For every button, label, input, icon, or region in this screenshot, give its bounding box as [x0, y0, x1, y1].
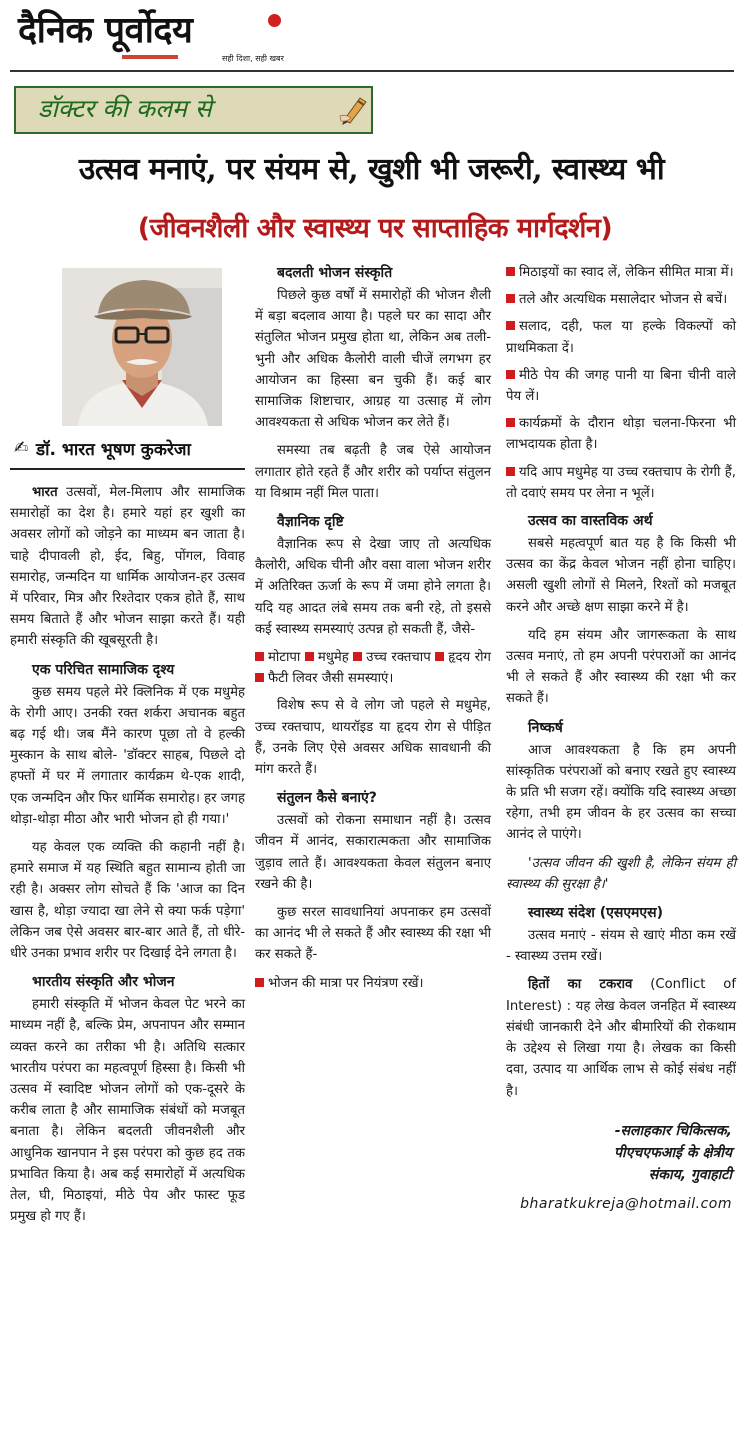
bullet-square [353, 652, 362, 661]
section-heading: वैज्ञानिक दृष्टि [277, 514, 344, 531]
author-byline [10, 434, 245, 462]
tip-item [506, 413, 736, 455]
quote: 'उत्सव जीवन की खुशी है, लेकिन संयम ही स्वास्थ्य की सुरक्षा है।' [506, 855, 736, 892]
bullet-square [506, 467, 515, 476]
signoff-line: -सलाहकार चिकित्सक, [614, 1122, 732, 1139]
tip-text: भोजन की मात्रा पर नियंत्रण रखें। [268, 975, 424, 991]
bullet-square [506, 370, 515, 379]
article-column-2 [255, 262, 491, 1000]
author-email[interactable]: bharatkukreja@hotmail.com [520, 1195, 732, 1212]
tip-text: कार्यक्रमों के दौरान थोड़ा चलना-फिरना भी लाभदायक होता है। [506, 416, 736, 453]
author-name: डॉ. भारत भूषण कुकरेजा [36, 440, 191, 460]
paragraph: कुछ सरल सावधानियां अपनाकर हम उत्सवों का आनंद भी ले सकते हैं और स्वास्थ्य की रक्षा भी कर सकते हैं- [255, 905, 491, 963]
pen-icon [338, 92, 372, 126]
signoff-line: संकाय, गुवाहाटी [648, 1166, 732, 1183]
headline: उत्सव मनाएं, पर संयम से, खुशी भी जरूरी, स्वास्थ्य भी [78, 152, 665, 187]
tip-item [506, 289, 736, 310]
article-column-1 [10, 482, 245, 1235]
tip-text: मिठाइयों का स्वाद लें, लेकिन सीमित मात्रा में। [519, 265, 734, 280]
disease-list [255, 647, 491, 689]
paragraph: सबसे महत्वपूर्ण बात यह है कि किसी भी उत्सव का केंद्र केवल भोजन नहीं होना चाहिए। असली खुशी लोगों से मिलने, रिश्तों को मजबूत करने और अच्छे क्षण साझा करने में है। [506, 536, 736, 615]
tip-text: तले और अत्यधिक मसालेदार भोजन से बचें। [519, 292, 728, 308]
section-heading: निष्कर्ष [528, 719, 563, 736]
author-rule [10, 468, 245, 470]
paragraph: यह केवल एक व्यक्ति की कहानी नहीं है। हमारे समाज में यह स्थिति बहुत सामान्य होती जा रही है। अक्सर लोग सोचते हैं कि 'आज का दिन खास है, थोड़ा ज्यादा खा लेने से क्या फर्क पड़ेगा' लेकिन जब ऐसे अवसर बार-बार आते हैं, तो धीरे-धीरे उनका प्रभाव शरीर पर दिखाई देने लगता है। [10, 840, 245, 962]
column-banner-title: डॉक्टर की कलम से [38, 94, 212, 123]
paragraph: समस्या तब बढ़ती है जब ऐसे आयोजन लगातार होते रहते हैं और शरीर को पर्याप्त संतुलन या विश्राम नहीं मिल पाता। [255, 443, 491, 501]
tip-item [255, 973, 491, 994]
disease-item: फैटी लिवर [268, 671, 318, 687]
column-banner [14, 86, 373, 134]
section-heading: भारतीय संस्कृति और भोजन [32, 974, 175, 991]
tip-text: सलाद, दही, फल या हल्के विकल्पों को प्राथमिकता दें। [506, 319, 736, 356]
masthead-logo-dot [268, 14, 281, 27]
article-column-3 [506, 262, 736, 1215]
section-heading: एक परिचित सामाजिक दृश्य [32, 661, 175, 678]
author-photo [62, 268, 222, 426]
conflict-of-interest [506, 974, 736, 1101]
disease-item: मोटापा [268, 650, 301, 666]
section-heading: उत्सव का वास्तविक अर्थ [528, 513, 653, 530]
section-heading: स्वास्थ्य संदेश (एसएमएस) [528, 905, 664, 922]
masthead-small-bar [122, 55, 178, 59]
signoff-line: पीएचएफआई के क्षेत्रीय [614, 1144, 732, 1161]
paragraph: आज आवश्यकता है कि हम अपनी सांस्कृतिक परंपराओं को बनाए रखते हुए स्वास्थ्य के प्रति भी सजग रहें। क्योंकि यदि स्वास्थ्य अच्छा रहेगा, तभी हम जीवन के हर उत्सव का सच्चा आनंद ले पाएंगे। [506, 742, 736, 843]
tip-text: मीठे पेय की जगह पानी या बिना चीनी वाले पेय लें। [506, 367, 736, 405]
paragraph: विशेष रूप से वे लोग जो पहले से मधुमेह, उच्च रक्तचाप, थायरॉइड या हृदय रोग से पीड़ित हैं, उनके लिए ऐसे अवसर अधिक सावधानी की मांग करते हैं। [255, 698, 491, 778]
masthead-title: दैनिक पूर्वोदय [18, 9, 193, 51]
intro-text: उत्सवों, मेल-मिलाप और सामाजिक समारोहों का देश है। हमारे यहां हर खुशी का अवसर लोगों को जोड़ने का माध्यम बन जाता है। चाहे दीपावली हो, ईद, बिहु, पोंगल, विवाह समारोह, जन्मदिन या धार्मिक आयोजन-हर उत्सव में परिवार, मित्र और रिश्तेदार एकत्र होते हैं, साथ समय बिताते हैं और भोजन साझा करते हैं। यही हमारी संस्कृति की खूबसूरती है। [10, 485, 245, 649]
masthead-rule [10, 70, 734, 72]
disease-item: मधुमेह [317, 650, 349, 666]
bullet-square [506, 267, 515, 276]
bullet-square [506, 418, 515, 427]
paragraph: हमारी संस्कृति में भोजन केवल पेट भरने का माध्यम नहीं है, बल्कि प्रेम, अपनापन और सम्मान व्यक्त करने का तरीका भी है। अतिथि सत्कार भारतीय परंपरा का महत्वपूर्ण हिस्सा है। किसी भी उत्सव में स्वादिष्ट भोजन लोगों को एक-दूसरे के करीब लाता है और सामाजिक संबंधों को मजबूत बनाता है। लेकिन बदलती जीवनशैली और आधुनिक खानपान ने इस परंपरा को कुछ हद तक प्रभावित किया है। अब कई समारोहों में अत्यधिक तेल, घी, मिठाइयां, मीठे पेय और फास्ट फूड प्रमुख हो गए हैं। [10, 997, 245, 1225]
disease-item: हृदय रोग [448, 650, 491, 666]
bullet-square [255, 652, 264, 661]
section-heading: संतुलन कैसे बनाएं? [277, 790, 377, 807]
tip-item [506, 316, 736, 358]
conflict-text: : यह लेख केवल जनहित में स्वास्थ्य संबंधी जानकारी देने और बीमारियों की रोकथाम के उद्देश्य से लिखा गया है। लेखक का किसी दवा, उत्पाद या आर्थिक लाभ से कोई संबंध नहीं है। [506, 998, 736, 1099]
tip-item [506, 365, 736, 407]
tip-item [506, 462, 736, 504]
masthead [10, 4, 330, 72]
bullet-square [255, 978, 264, 987]
section-heading: बदलती भोजन संस्कृति [277, 265, 393, 281]
conflict-lead: हितों का टकराव [528, 977, 633, 993]
masthead-tagline: सही दिशा, सही खबर [222, 54, 284, 63]
bullet-square [435, 652, 444, 661]
paragraph: उत्सवों को रोकना समाधान नहीं है। उत्सव जीवन में आनंद, सकारात्मकता और सामाजिक जुड़ाव लाते हैं। आवश्यकता केवल संतुलन बनाए रखने की है। [255, 813, 491, 892]
paragraph: यदि हम संयम और जागरूकता के साथ उत्सव मनाएं, तो हम अपनी परंपराओं का आनंद भी ले सकते हैं और स्वास्थ्य की रक्षा भी कर सकते हैं। [506, 627, 736, 707]
bullet-square [305, 652, 314, 661]
tip-item [506, 262, 736, 283]
conflict-english: (Conflict of Interest) [506, 977, 736, 1014]
bullet-square [255, 673, 264, 682]
disease-list-tail: जैसी समस्याएं। [321, 671, 394, 687]
bullet-square [506, 294, 515, 303]
subheadline: (जीवनशैली और स्वास्थ्य पर साप्ताहिक मार्गदर्शन) [137, 213, 613, 244]
paragraph: वैज्ञानिक रूप से देखा जाए तो अत्यधिक कैलोरी, अधिक चीनी और वसा वाला भोजन शरीर में अतिरिक्त ऊर्जा के रूप में जमा होने लगता है। यदि यह आदत लंबे समय तक बनी रहे, तो इससे कई स्वास्थ्य समस्याएं उत्पन्न हो सकती हैं, जैसे- [255, 537, 491, 637]
quill-icon: ✍ [14, 438, 29, 458]
paragraph: पिछले कुछ वर्षों में समारोहों की भोजन शैली में बड़ा बदलाव आया है। पहले घर का सादा और संतुलित भोजन प्रमुख होता था, लेकिन अब तली-भुनी और अधिक कैलोरी वाली चीजें लगभग हर आयोजन का हिस्सा बन चुकी हैं। कई बार सामाजिक शिष्टाचार, आग्रह या उत्साह में लोग आवश्यकता से अधिक भोजन कर लेते हैं। [255, 288, 491, 431]
paragraph: कुछ समय पहले मेरे क्लिनिक में एक मधुमेह के रोगी आए। उनकी रक्त शर्करा अचानक बहुत बढ़ गई थी। जब मैंने कारण पूछा तो वे हल्की मुस्कान के साथ बोले- 'डॉक्टर साहब, पिछले दो हफ्तों में घर में लगातार कार्यक्रम थे-एक शादी, एक जन्मदिन और फिर धार्मिक समारोह। हर जगह थोड़ा-थोड़ा मीठा और भारी भोजन हो ही गया।' [10, 684, 245, 827]
disease-item: उच्च रक्तचाप [366, 650, 431, 666]
intro-paragraph [10, 482, 245, 652]
bullet-square [506, 321, 515, 330]
paragraph: उत्सव मनाएं - संयम से खाएं मीठा कम रखें - स्वास्थ्य उत्तम रखें। [506, 928, 736, 965]
tip-text: यदि आप मधुमेह या उच्च रक्तचाप के रोगी हैं, तो दवाएं समय पर लेना न भूलें। [506, 464, 736, 501]
intro-lead: भारत [32, 485, 58, 500]
author-signoff [506, 1120, 736, 1186]
